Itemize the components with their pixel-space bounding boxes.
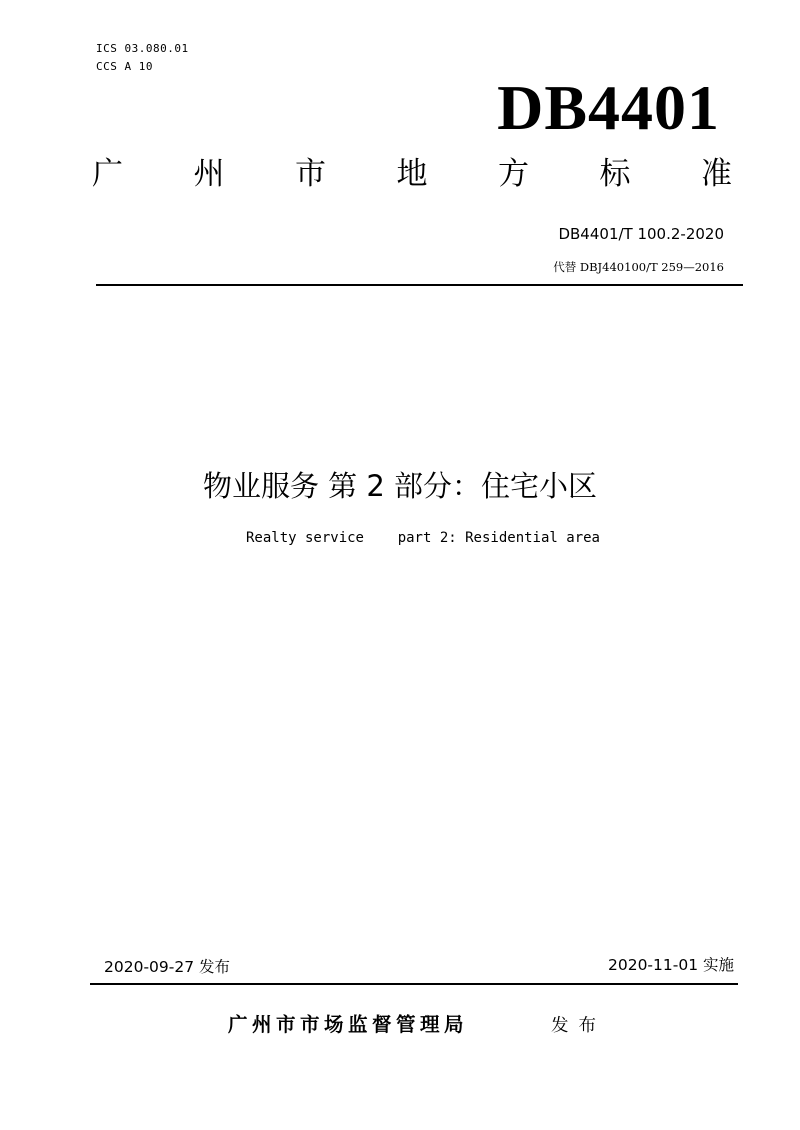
- footer-divider: [90, 983, 738, 985]
- standard-type-char: 市: [295, 156, 326, 192]
- classification-codes: [96, 40, 189, 76]
- document-title: 物业服务 第 2 部分：住宅小区: [202, 469, 598, 503]
- issue-date: 2020-09-27 发布: [104, 958, 231, 976]
- document-title-english: Realty service part 2: Residential area: [245, 530, 600, 546]
- standard-type-char: 标: [599, 156, 631, 192]
- standard-type-title: [92, 152, 732, 196]
- standard-type-char: 州: [193, 156, 225, 192]
- header-divider: [96, 284, 743, 286]
- implementation-date: 2020-11-01 实施: [607, 956, 734, 974]
- issuing-authority: 广州市市场监督管理局: [228, 1013, 469, 1036]
- standard-type-char: 准: [701, 156, 732, 192]
- standard-type-char: 方: [498, 156, 529, 192]
- standard-number: DB4401/T 100.2-2020: [558, 225, 724, 243]
- standard-type-char: 地: [396, 156, 428, 192]
- ccs-code: CCS A 10: [96, 60, 153, 73]
- ics-code: ICS 03.080.01: [96, 42, 189, 55]
- standard-type-char: 广: [92, 156, 123, 192]
- replaces-standard: 代替 DBJ440100/T 259—2016: [553, 260, 724, 274]
- issued-label: 发布: [551, 1016, 606, 1036]
- standard-code: DB4401: [497, 72, 720, 143]
